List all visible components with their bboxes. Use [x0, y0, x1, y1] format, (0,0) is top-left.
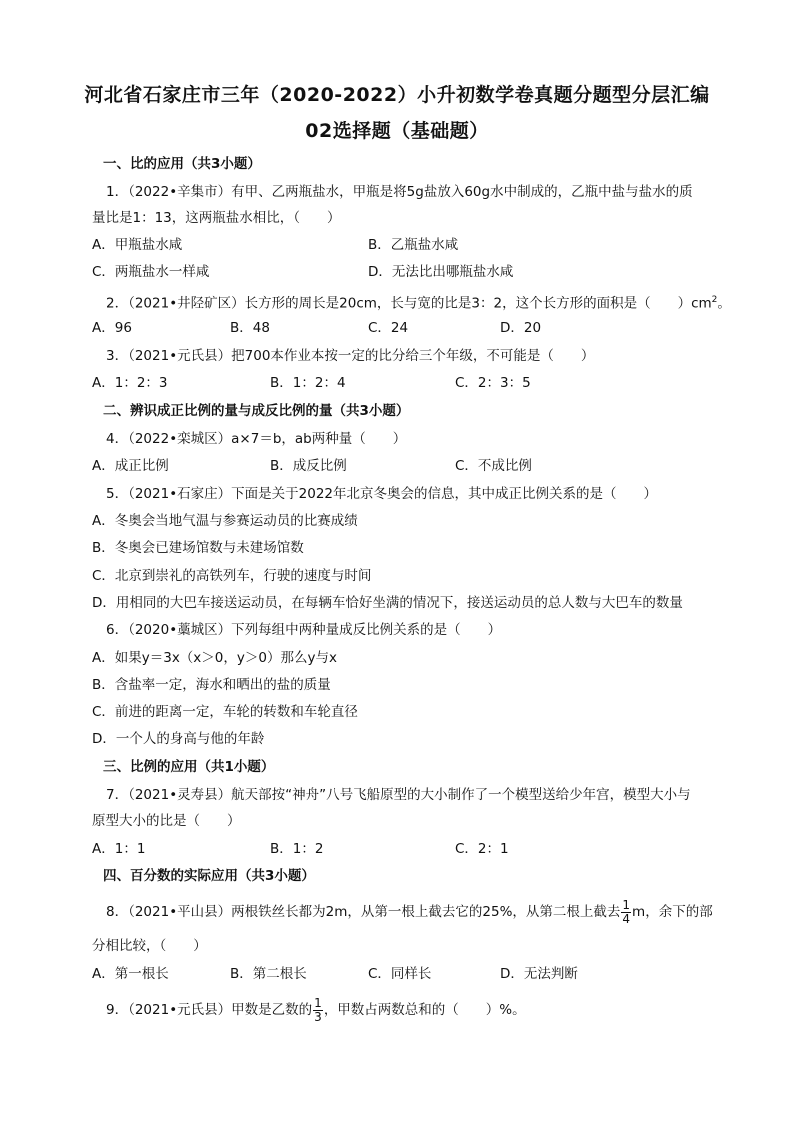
- question-3-option-c: C．2：3：5: [455, 375, 531, 391]
- question-7-line-2: 原型大小的比是（ ）: [92, 813, 241, 829]
- question-8-line-2: 分相比较，（ ）: [92, 938, 207, 954]
- question-8-fraction-denominator: 4: [622, 911, 631, 926]
- question-8-text-b: m，余下的部: [632, 904, 713, 920]
- question-9-text-b: ，甲数占两数总和的（ ）%。: [323, 1002, 526, 1018]
- question-1-line-1: 1．（2022•辛集市）有甲、乙两瓶盐水，甲瓶是将5g盐放入60g水中制成的，乙瓶中盐与盐水的质: [106, 184, 693, 200]
- question-5-option-c: C．北京到崇礼的高铁列车，行驶的速度与时间: [92, 568, 372, 584]
- question-4-line-1: 4．（2022•栾城区）a×7＝b，ab两种量（ ）: [106, 431, 407, 447]
- question-3-line-1: 3．（2021•元氏县）把700本作业本按一定的比分给三个年级，不可能是（ ）: [106, 348, 595, 364]
- document-subtitle: 02选择题（基础题）: [305, 120, 489, 142]
- question-9-line-1: [106, 996, 526, 1024]
- question-2-line-1: [106, 290, 731, 314]
- question-1-option-a: A．甲瓶盐水咸: [92, 237, 183, 253]
- question-7-option-b: B．1：2: [270, 841, 324, 857]
- question-2-option-c: C．24: [368, 320, 409, 336]
- question-9-fraction-numerator: 1: [314, 995, 322, 1010]
- question-9-fraction: [313, 997, 323, 1024]
- question-1-option-c: C．两瓶盐水一样咸: [92, 264, 210, 280]
- question-5-option-b: B．冬奥会已建场馆数与未建场馆数: [92, 540, 304, 556]
- question-8-fraction-numerator: 1: [622, 897, 631, 912]
- question-8-fraction: [621, 899, 631, 926]
- question-4-option-a: A．成正比例: [92, 458, 169, 474]
- question-7-option-a: A．1：1: [92, 841, 146, 857]
- question-9-fraction-denominator: 3: [314, 1009, 322, 1024]
- question-8-option-b: B．第二根长: [230, 966, 307, 982]
- question-6-option-c: C．前进的距离一定，车轮的转数和车轮直径: [92, 704, 358, 720]
- question-2-option-d: D．20: [500, 320, 542, 336]
- question-6-option-d: D．一个人的身高与他的年龄: [92, 731, 265, 747]
- question-9-text-a: 9．（2021•元氏县）甲数是乙数的: [106, 1002, 313, 1018]
- question-8-text-a: 8．（2021•平山县）两根铁丝长都为2m，从第一根上截去它的25%，从第二根上截去: [106, 904, 621, 920]
- question-8-option-c: C．同样长: [368, 966, 432, 982]
- question-1-option-d: D．无法比出哪瓶盐水咸: [368, 264, 514, 280]
- question-6-option-b: B．含盐率一定，海水和晒出的盐的质量: [92, 677, 331, 693]
- section-heading-3: 三、比例的应用（共1小题）: [103, 759, 275, 775]
- question-5-line-1: 5．（2021•石家庄）下面是关于2022年北京冬奥会的信息，其中成正比例关系的是（ ）: [106, 486, 658, 502]
- question-2-end: 。: [717, 295, 731, 312]
- question-2-superscript: 2: [711, 295, 718, 305]
- question-3-option-b: B．1：2：4: [270, 375, 346, 391]
- question-8-line-1: [106, 898, 713, 926]
- section-heading-1: 一、比的应用（共3小题）: [103, 156, 261, 172]
- question-8-option-a: A．第一根长: [92, 966, 169, 982]
- question-1-line-2: 量比是1：13，这两瓶盐水相比，（ ）: [92, 210, 341, 226]
- question-4-option-b: B．成反比例: [270, 458, 347, 474]
- question-2-text: 2．（2021•井陉矿区）长方形的周长是20cm，长与宽的比是3：2，这个长方形的面积是（ ）cm: [106, 295, 712, 312]
- question-7-line-1: 7．（2021•灵寿县）航天部按“神舟”八号飞船原型的大小制作了一个模型送给少年宫，模型大小与: [106, 787, 691, 803]
- question-3-option-a: A．1：2：3: [92, 375, 168, 391]
- section-heading-2: 二、辨识成正比例的量与成反比例的量（共3小题）: [103, 403, 410, 419]
- question-1-option-b: B．乙瓶盐水咸: [368, 237, 459, 253]
- question-8-option-d: D．无法判断: [500, 966, 578, 982]
- question-5-option-d: D．用相同的大巴车接送运动员，在每辆车恰好坐满的情况下，接送运动员的总人数与大巴车的数量: [92, 595, 683, 611]
- question-2-option-a: A．96: [92, 320, 132, 336]
- document-title: 河北省石家庄市三年（2020-2022）小升初数学卷真题分题型分层汇编: [84, 84, 710, 106]
- question-7-option-c: C．2：1: [455, 841, 509, 857]
- question-5-option-a: A．冬奥会当地气温与参赛运动员的比赛成绩: [92, 513, 358, 529]
- question-2-option-b: B．48: [230, 320, 270, 336]
- question-6-line-1: 6．（2020•藁城区）下列每组中两种量成反比例关系的是（ ）: [106, 622, 502, 638]
- question-6-option-a: A．如果y＝3x（x＞0，y＞0）那么y与x: [92, 650, 337, 666]
- question-4-option-c: C．不成比例: [455, 458, 532, 474]
- section-heading-4: 四、百分数的实际应用（共3小题）: [103, 868, 315, 884]
